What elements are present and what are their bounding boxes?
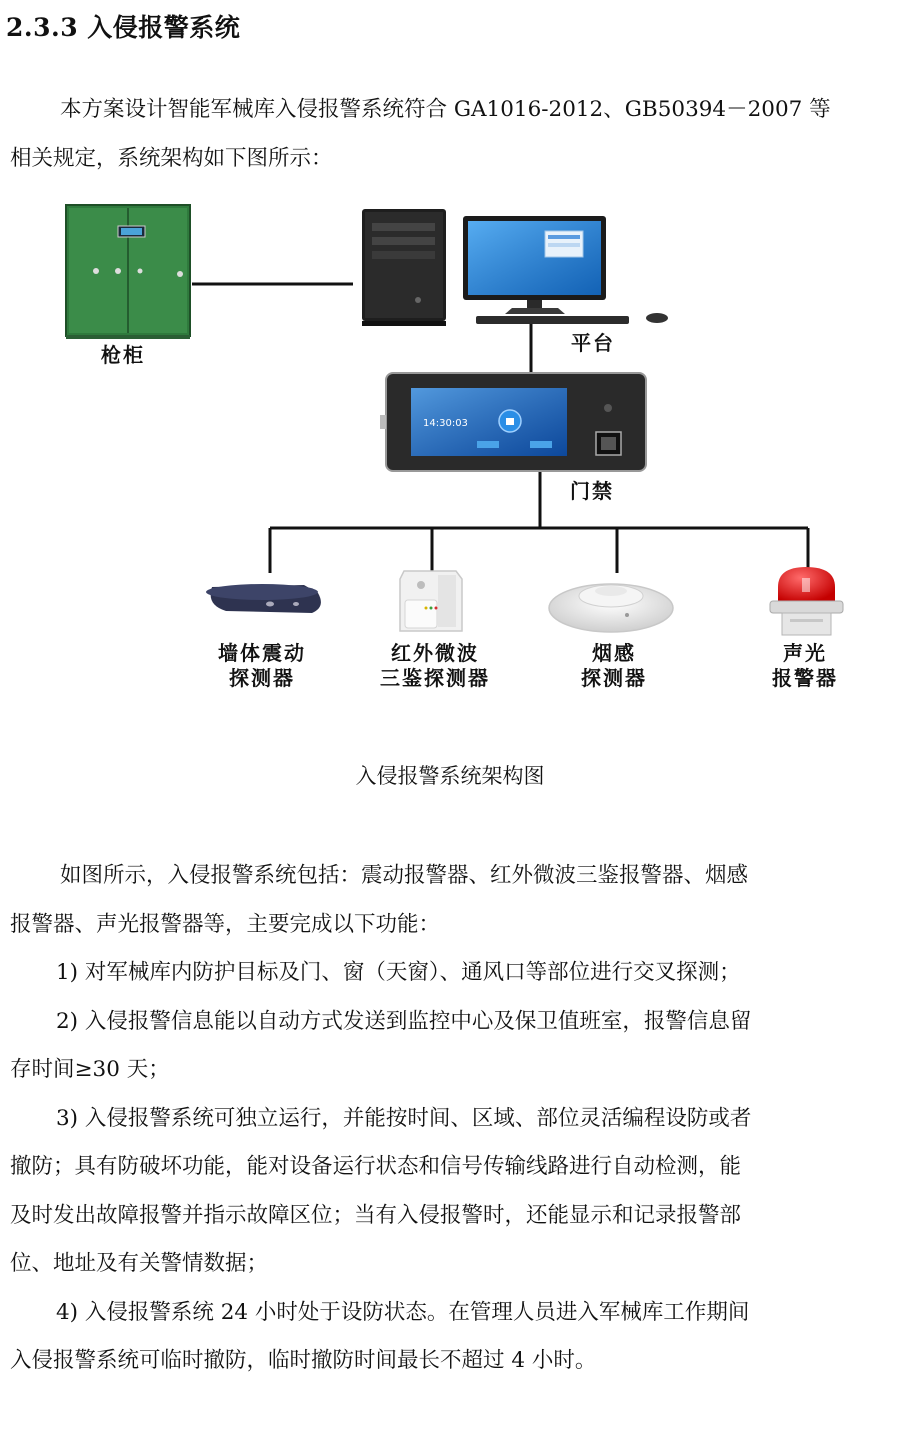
device-label-dual-tech [346, 641, 524, 691]
dual-tech-detector-icon [400, 571, 462, 631]
gun-cabinet-icon [66, 205, 190, 339]
intro-line-1: 本方案设计智能军械库入侵报警系统符合 GA1016-2012、GB50394－2007 等 [60, 97, 831, 122]
item3-line-3: 及时发出故障报警并指示故障区位；当有入侵报警时，还能显示和记录报警部 [10, 1202, 742, 1228]
vibration-detector-icon [206, 584, 321, 613]
access-control-terminal-icon [380, 373, 646, 471]
item3-line-1: 3) 入侵报警系统可独立运行，并能按时间、区域、部位灵活编程设防或者 [56, 1105, 752, 1131]
terminal-time: 14:30:03 [423, 418, 468, 429]
intro-paragraph [10, 86, 878, 183]
item3-line-2: 撤防；具有防破坏功能，能对设备运行状态和信号传输线路进行自动检测，能 [10, 1154, 742, 1179]
device-label-vibration-line2: 探测器 [229, 666, 295, 690]
gun-cabinet-label: 枪柜 [101, 343, 145, 367]
access-control-label: 门禁 [570, 479, 614, 503]
device-label-siren-line1: 声光 [783, 641, 827, 665]
item2-line-2: 存时间≥30 天； [10, 1057, 170, 1082]
architecture-diagram [0, 195, 900, 705]
diagram-svg [0, 195, 900, 705]
device-label-dual-tech-line1: 红外微波 [391, 641, 479, 665]
item4-line-2: 入侵报警系统可临时撤防，临时撤防时间最长不超过 4 小时。 [10, 1348, 597, 1373]
device-label-siren-line2: 报警器 [772, 666, 838, 690]
device-label-dual-tech-line2: 三鉴探测器 [380, 666, 490, 690]
body-text [10, 852, 878, 1386]
device-label-smoke-line1: 烟感 [592, 641, 636, 665]
intro-line-2: 相关规定，系统架构如下图所示： [10, 145, 333, 171]
device-label-vibration [182, 641, 342, 691]
item3-line-4: 位、地址及有关警情数据； [10, 1251, 269, 1276]
smoke-detector-icon [549, 584, 673, 632]
figure-caption: 入侵报警系统架构图 [355, 764, 545, 788]
device-label-vibration-line1: 墙体震动 [218, 641, 306, 665]
device-label-smoke-line2: 探测器 [581, 666, 647, 690]
section-heading: 2.3.3 入侵报警系统 [6, 13, 241, 42]
strobe-siren-icon [770, 567, 843, 635]
pc-tower-icon [362, 209, 446, 326]
item1-line-1: 1) 对军械库内防护目标及门、窗（天窗）、通风口等部位进行交叉探测； [56, 960, 741, 985]
p1-line-2: 报警器、声光报警器等，主要完成以下功能： [10, 911, 441, 937]
device-label-siren [735, 641, 875, 691]
device-label-smoke [540, 641, 688, 691]
p1-line-1: 如图所示，入侵报警系统包括：震动报警器、红外微波三鉴报警器、烟感 [60, 863, 749, 888]
item4-line-1: 4) 入侵报警系统 24 小时处于设防状态。在管理人员进入军械库工作期间 [56, 1299, 750, 1325]
platform-label: 平台 [571, 331, 615, 355]
monitor-icon [463, 216, 668, 324]
item2-line-1: 2) 入侵报警信息能以自动方式发送到监控中心及保卫值班室，报警信息留 [56, 1008, 752, 1034]
